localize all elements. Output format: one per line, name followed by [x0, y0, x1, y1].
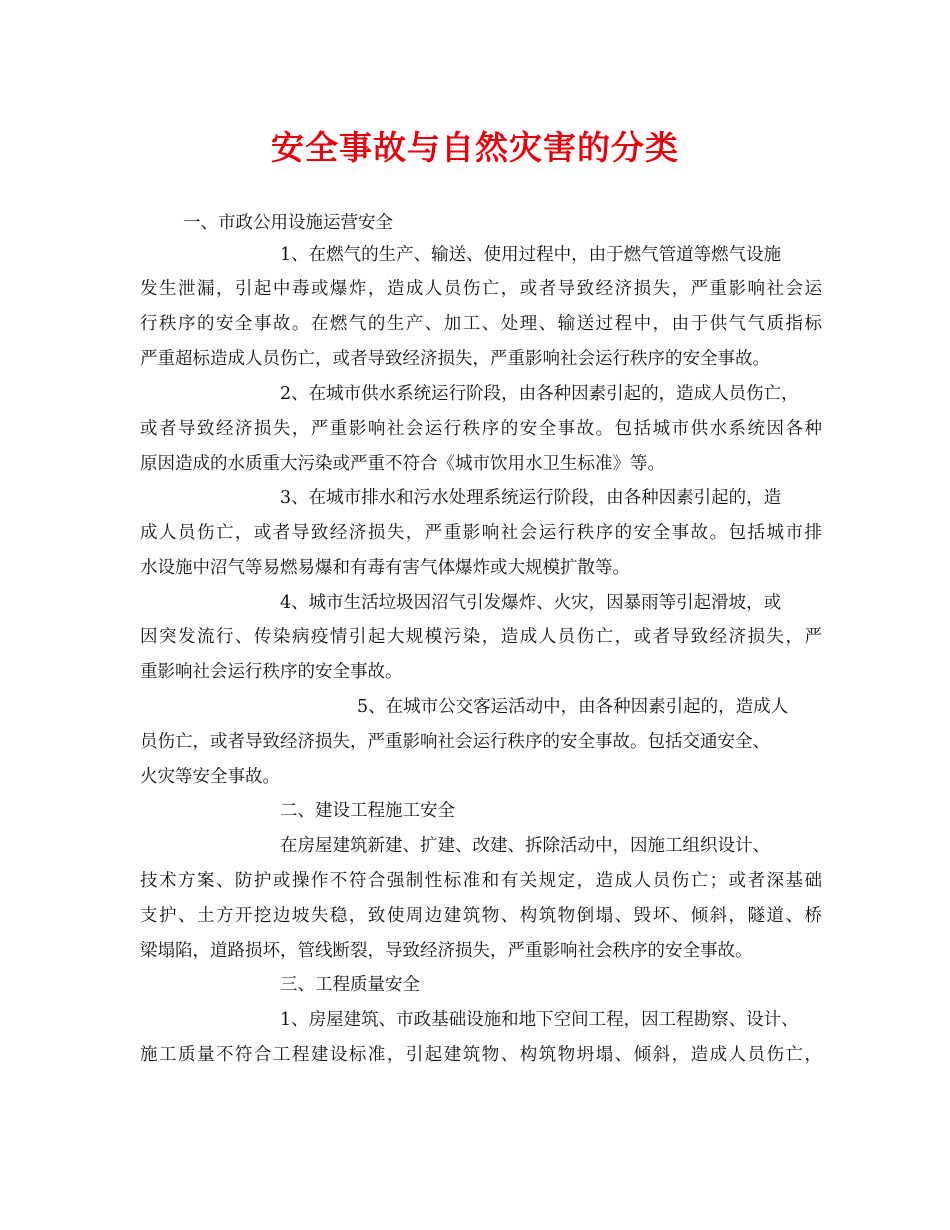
- paragraph-line: 1、在燃气的生产、输送、使用过程中，由于燃气管道等燃气设施: [280, 245, 782, 265]
- section-heading-1: 一、市政公用设施运营安全: [183, 213, 393, 233]
- paragraph-line: 2、在城市供水系统运行阶段，由各种因素引起的，造成人员伤亡，: [280, 384, 799, 404]
- paragraph-line: 5、在城市公交客运活动中，由各种因素引起的，造成人: [357, 697, 789, 717]
- paragraph-line: 3、在城市排水和污水处理系统运行阶段，由各种因素引起的，造: [280, 488, 782, 508]
- paragraph-line: 或者导致经济损失，严重影响社会运行秩序的安全事故。包括城市供水系统因各种: [140, 419, 822, 439]
- paragraph-line: 在房屋建筑新建、扩建、改建、拆除活动中，因施工组织设计、: [280, 836, 770, 856]
- paragraph-line: 因突发流行、传染病疫情引起大规模污染，造成人员伤亡，或者导致经济损失，严: [140, 627, 822, 647]
- paragraph-line: 严重超标造成人员伤亡，或者导致经济损失，严重影响社会运行秩序的安全事故。: [140, 349, 770, 369]
- section-heading-2: 二、建设工程施工安全: [280, 801, 455, 821]
- paragraph-line: 重影响社会运行秩序的安全事故。: [140, 662, 403, 682]
- paragraph-line: 梁塌陷，道路损坏，管线断裂，导致经济损失，严重影响社会秩序的安全事故。: [140, 941, 753, 961]
- paragraph-line: 支护、土方开挖边坡失稳，致使周边建筑物、构筑物倒塌、毁坏、倾斜，隧道、桥: [140, 906, 822, 926]
- document-title: 安全事故与自然灾害的分类: [271, 128, 679, 167]
- paragraph-line: 行秩序的安全事故。在燃气的生产、加工、处理、输送过程中，由于供气气质指标: [140, 314, 822, 334]
- paragraph-line: 原因造成的水质重大污染或严重不符合《城市饮用水卫生标准》等。: [140, 454, 665, 474]
- paragraph-line: 4、城市生活垃圾因沼气引发爆炸、火灾，因暴雨等引起滑坡，或: [280, 593, 782, 613]
- paragraph-line: 水设施中沼气等易燃易爆和有毒有害气体爆炸或大规模扩散等。: [140, 558, 630, 578]
- paragraph-line: 员伤亡，或者导致经济损失，严重影响社会运行秩序的安全事故。包括交通安全、: [140, 732, 770, 752]
- paragraph-line: 成人员伤亡，或者导致经济损失，严重影响社会运行秩序的安全事故。包括城市排: [140, 523, 822, 543]
- paragraph-line: 火灾等安全事故。: [140, 767, 280, 787]
- paragraph-line: 发生泄漏，引起中毒或爆炸，造成人员伤亡，或者导致经济损失，严重影响社会运: [140, 279, 822, 299]
- paragraph-line: 技术方案、防护或操作不符合强制性标准和有关规定，造成人员伤亡；或者深基础: [140, 871, 822, 891]
- paragraph-line: 1、房屋建筑、市政基础设施和地下空间工程，因工程勘察、设计、: [280, 1010, 799, 1030]
- section-heading-3: 三、工程质量安全: [280, 975, 420, 995]
- paragraph-line: 施工质量不符合工程建设标准，引起建筑物、构筑物坍塌、倾斜，造成人员伤亡，: [140, 1045, 822, 1065]
